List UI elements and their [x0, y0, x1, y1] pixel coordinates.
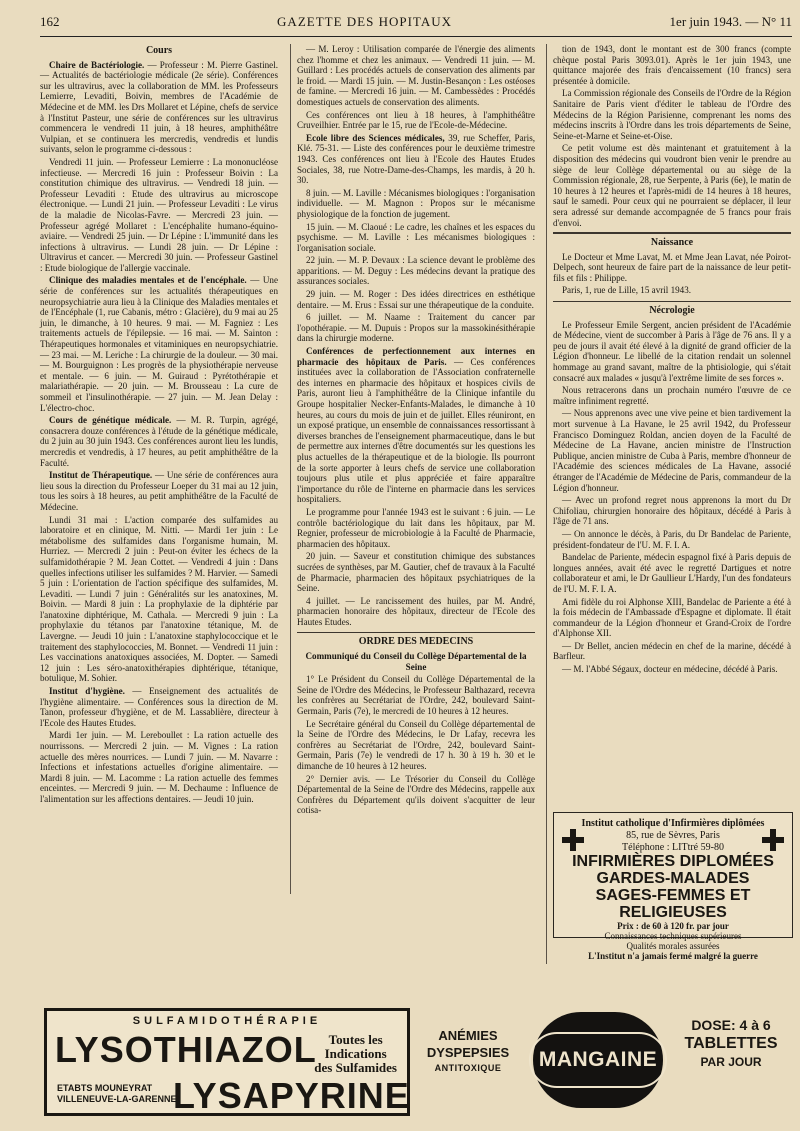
ad-big-line: INFIRMIÈRES DIPLOMÉES: [572, 853, 774, 870]
ad-line: 85, rue de Sèvres, Paris: [626, 830, 720, 841]
paragraph: Le programme pour l'année 1943 est le suivant : 6 juin. — Le contrôle bactériologique du lait dans les hôpitaux, par M. Regnier, professeur de microbiologie à la Faculté de Pharmacie, pharmacien des hôpitaux.: [297, 506, 535, 549]
product-name: LYSAPYRINE: [173, 1075, 410, 1116]
paragraph: — Dr Bellet, ancien médecin en chef de la marine, décédé à Barfleur.: [553, 640, 791, 662]
ad-maker: [57, 1083, 177, 1105]
paragraph: Bandelac de Pariente, médecin espagnol fixé à Paris depuis de longues années, avait été avec le regretté Dartigues et notre collaborateur et ami, le Dr Gaullieur L'Hardy, l'un des fondateurs de l'U. M. F. I. A.: [553, 552, 791, 594]
paragraph: Paris, 1, rue de Lille, 15 avril 1943.: [562, 285, 692, 296]
paragraph: [40, 415, 278, 468]
paragraph: 22 juin. — M. P. Devaux : La science devant le problème des apparitions. — M. Deguy : Les médecins devant la pratique des assurances sociales.: [297, 255, 535, 287]
paragraph-lead: Ecole libre des Sciences médicales,: [306, 132, 445, 143]
paragraph: Nous retracerons dans un prochain numéro l'œuvre de ce maître infiniment regretté.: [553, 385, 791, 406]
paragraph-text: 39, rue Scheffer, Paris, Klé. 75-31. — Liste des conférences pour le deuxième trimestre 1943. Ces conférences ont lieu à l'Ecole des Hautes Etudes Sociales, 38, rue Notre-Dame-des-Champs, les mardis, à 20 h. 30.: [297, 132, 536, 186]
paragraph-lead: Institut d'hygiène.: [49, 686, 125, 697]
ad-line: DYSPEPSIES: [426, 1045, 510, 1060]
issue-date: 1er juin 1943. — N° 11: [669, 14, 792, 29]
paragraph: Le Secrétaire général du Conseil du Collège départemental de la Seine de l'Ordre des Médecins, le Dr Lafay, recevra les confrères au Secrétariat de l'Ordre, 242, boulevard Saint-Germain, Paris (7e) le vendredi de 17 h. 30 à 19 h. 30 et le dimanche de 10 heures à 12 heures.: [297, 718, 535, 771]
column-divider: [290, 44, 291, 894]
section-heading: ORDRE DES MEDECINS: [358, 636, 474, 648]
paragraph: [297, 133, 535, 186]
section-heading: Cours: [145, 45, 173, 56]
ad-line: PAR JOUR: [700, 1055, 762, 1069]
paragraph: 4 juillet. — Le rancissement des huiles, par M. André, pharmacien honoraire des hôpitaux, directeur de l'Ecole des Hautes Etudes.: [297, 595, 535, 627]
paragraph: Vendredi 11 juin. — Professeur Lemierre : La mononucléose infectieuse. — Mercredi 16 juin : Professeur Boivin : La constitution chimique des ultravirus. — Vendredi 18 juin. — Professeur Levaditi : Etude des ultravirus au microscope électronique. — Lundi 21 juin. — Professeur Levaditi : Le virus de la maladie de Nicolas-Favre. — Mercredi 23 juin. — Professeur agrégé Mollaret : L'encéphalite humano-équino-aviaire. — Vendredi 25 juin. — Dr Lépine : L'immunité dans les infections à ultravirus. — Lundi 28 juin. — Dr Lépine : Ultravirus et cancer. — Mercredi 30 juin. — Professeur Gastinel : Etude biologique de l'allergie vaccinale.: [40, 156, 278, 273]
column-divider: [546, 44, 547, 964]
ad-line: TABLETTES: [684, 1035, 778, 1052]
paragraph: 6 juillet. — M. Naame : Traitement du cancer par l'opothérapie. — M. Dupuis : Propos sur la massokinésithérapie dans la chirurgie moderne.: [297, 312, 535, 344]
paragraph-text: — Une série de conférences sur les actualités thérapeutiques en neuropsychiatrie aura lieu à la Clinique des Maladies mentales et de l'Encéphale (1, rue Cabanis, métro : Glacière), du 9 mai au 25 juin, le dimanche, à 10 heures. 9 mai. — M. Fagniez : Les traitements actuels de l'épilepsie. — 16 mai. — M. Sainton : Thérapeutiques hormonales et vitaminiques en neuropsychiatrie. — 23 mai. — M. Leriche : La chirurgie de la douleur. — 30 mai. — M. Bourguignon : Les progrès de la physiothérapie nerveuse et mentale. — 6 juin. — M. Guiraud : Pyrétothérapie et malariathérapie. — 20 juin. — M. Brousseau : La cure de sommeil et l'insulinothérapie. — 27 juin. — M. Jean Delay : L'électro-choc.: [40, 275, 278, 413]
ad-indications: [314, 1033, 397, 1075]
product-name: LYSOTHIAZOL: [55, 1029, 317, 1070]
ad-price: Prix : de 60 à 120 fr. par jour: [617, 921, 729, 931]
column-2: [297, 44, 535, 889]
cross-icon: [562, 829, 584, 851]
ad-line: ANTITOXIQUE: [434, 1063, 502, 1073]
ad-line: Indications: [324, 1046, 387, 1061]
paragraph-text: — Une série de conférences aura lieu sous la direction du Professeur Loeper du 31 mai au 12 juin, tous les soirs à 18 heures, au petit amphithéâtre de la Faculté de Médecine.: [40, 470, 279, 512]
ad-big-line: GARDES-MALADES: [596, 870, 750, 887]
ad-heading: SULFAMIDOTHÉRAPIE: [132, 1015, 322, 1027]
paragraph: tion de 1943, dont le montant est de 300 francs (compte chèque postal Paris 3093.01). Après le 1er juin 1943, une quittance majorée des frais d'encaissement (10 francs) sera présentée à domicile.: [553, 44, 791, 86]
cross-icon: [762, 829, 784, 851]
paragraph: Ami fidèle du roi Alphonse XIII, Bandelac de Pariente a été à la fois médecin de l'Ambassade d'Espagne et diplomate. Il était commandeur de la Légion d'honneur et Grand-Croix de l'ordre d'Alphonse XII.: [553, 596, 791, 639]
paragraph: Lundi 31 mai : L'action comparée des sulfamides au laboratoire et en clinique, M. Nitti. — Mardi 1er juin : Le métabolisme des sulfamides dans l'organisme humain, M. Hurriez. — Mercredi 2 juin : Peut-on éviter les échecs de la sulfamidothérapie ? M. Jean Cottet. — Vendredi 4 juin : Dans quelles infections utiliser les sulfamides ? M. Harvier. — Samedi 5 juin : L'orientation de l'action spécifique des sulfamides, M. Levaditi. — Lundi 7 juin : Généralités sur les anatoxines, M. Boivin. — Mardi 8 juin : La prophylaxie de la diphtérie par l'anatoxine diphtérique, M. Cathala. — Mercredi 9 juin : La prophylaxie du tétanos par l'anatoxine tétanique, M. de Lavergne. — Jeudi 10 juin : L'anatoxine staphylococcique et le traitement des staphylococcies, M. Bonnet. — Vendredi 11 juin : Les vaccinations anatoxiques associées, M. Dopter. — Samedi 12 juin : Les séro-anatoxithérapies diphtérique, tétanique, botulique, M. Sohier.: [40, 514, 278, 684]
paragraph: Ces conférences ont lieu à 18 heures, à l'amphithéâtre Cruveilhier. Entrée par le 15, rue de l'Ecole-de-Médecine.: [297, 109, 535, 131]
paragraph: 1° Le Président du Conseil du Collège Départemental de la Seine de l'Ordre des Médecins, le Professeur Balthazard, recevra les confrères au Secrétariat de l'Ordre, 242, boulevard Saint-Germain, Paris (7e), le mercredi de 10 heures à 12 heures.: [297, 674, 535, 717]
paragraph: Le Docteur et Mme Lavat, M. et Mme Jean Lavat, née Poirot-Delpech, sont heureux de faire part de la naissance de leur petit-fils et fils : Philippe.: [553, 251, 791, 283]
ad-line: ETABTS MOUNEYRAT: [57, 1083, 153, 1093]
lysothiazol-ad: [44, 1008, 410, 1116]
paragraph: Ce petit volume est dès maintenant et gratuitement à la disposition des médecins qui voudront bien venir le prendre au siège de leur Collège départemental ou au siège de la Commission régionale, 28, rue Serpente, à Paris (6e), le matin de 10 heures à 12 heures et l'après-midi de 14 heures à 18 heures, sauf le samedi. Pour ceux qui ne pourraient se déplacer, il leur sera adressé sur demande accompagnée de 5 francs pour frais d'envoi.: [553, 143, 791, 228]
paragraph: [40, 686, 278, 728]
paragraph: 29 juin. — M. Roger : Des idées directrices en esthétique dentaire. — M. Erus : Essai sur une thérapeutique de la conduite.: [297, 289, 535, 310]
anemies-ad: [416, 1010, 520, 1110]
paragraph: Le Professeur Emile Sergent, ancien président de l'Académie de Médecine, vient de succomber à Paris à l'âge de 76 ans. Il y a peu de jours il avait été élevé à la dignité de grand officier de la Légion d'honneur. Le libellé de la citation rendait un solennel hommage au grand savant, maître de la phtisiologie, qui s'était consacré aux malades « jusqu'à l'extrême limite de ses forces ».: [553, 319, 791, 383]
paragraph: 20 juin. — Saveur et constitution chimique des substances sucrées de synthèses, par M. Gautier, chef de travaux à la Faculté de Pharmacie, pharmacien des hôpitaux psychiatriques de la Seine.: [297, 551, 535, 594]
ad-line: L'Institut n'a jamais fermé malgré la guerre: [588, 951, 758, 961]
paragraph-lead: Cours de génétique médicale.: [49, 415, 172, 426]
paragraph-text: — Professeur : M. Pierre Gastinel. — Actualités de bactériologie médicale (2e série). Conférences sur les ultravirus, avec la collaboration de MM. les Professeurs Lemierre, Levaditi, Boivin, membres de l'Académie de Médecine et de MM. les Drs Mollaret et Lépine, chefs de service à l'Institut Pasteur, une série de conférences sur les ultravirus commencera le vendredi 11 juin, à 18 heures, amphithéâtre Vulpian, et se continuera les mercredis, vendredis et lundis suivants, selon le programme ci-dessous :: [40, 59, 278, 155]
column-3: [553, 44, 791, 675]
section-heading: Naissance: [650, 237, 694, 249]
page-number: 162: [40, 14, 60, 29]
ad-line: Connaissances techniques supérieures: [604, 931, 742, 941]
header-rule: [40, 36, 792, 37]
section-rule: [297, 632, 535, 633]
paragraph: [40, 60, 278, 155]
ad-line: Toutes les: [328, 1032, 383, 1047]
paragraph-text: — Ces conférences instituées avec la collaboration de l'Association confraternelle des internes en pharmacie des hôpitaux et hospices civils de Paris, auront lieu à l'amphithéâtre de la Clinique infantile du Groupe hospitalier Necker-Enfants-Malades, le dimanche à 10 heures, au cours du mois de juin et de juillet. Elles réuniront, en un exposé pratique, un ensemble de connaissances ressortissant à diverses branches de l'enseignement pharmaceutique, dans le but de permettre aux internes d'être documentés sur les questions les plus actuelles de la thérapeutique et de la biologie. Ils pourront de la sorte apporter à leurs chefs de service une collaboration toujours plus utile et plus appréciée et faire apparaître l'importance du rôle de l'interne en pharmacie dans les services hospitaliers.: [297, 356, 535, 505]
paragraph: 2° Dernier avis. — Le Trésorier du Conseil du Collège Départemental de la Seine de l'Ordre des Médecins, rappelle aux Confrères du Département qu'ils doivent s'acquitter de leur cotisa-: [297, 773, 535, 816]
paragraph: — M. Leroy : Utilisation comparée de l'énergie des aliments chez l'homme et chez les animaux. — Vendredi 11 juin. — M. Guillard : Les procédés actuels de conservation des aliments par le froid. — Mardi 15 juin. — M. Justin-Besançon : Les ostéoses de famine. — Mercredi 16 juin. — M. Cambessèdes : Procédés domestiques actuels de conservation des aliments.: [297, 44, 535, 107]
paragraph: — Nous apprenons avec une vive peine et bien tardivement la mort survenue à La Havane, le 25 avril 1942, du Professeur Francisco Dominguez Roldan, ancien doyen de la Faculté de Médecine de La Havane, ancien ministre de l'Instruction Publique, ancien ministre de Cuba à Paris, membre d'honneur de l'Académie des sciences médicales de La Havane, associé étranger de l'Académie de Médecine de Paris, commandeur de la Légion d'honneur.: [553, 408, 791, 493]
journal-title: GAZETTE DES HOPITAUX: [277, 14, 452, 29]
paragraph: [40, 275, 278, 413]
column-1: [40, 44, 278, 889]
paragraph: [297, 346, 535, 505]
paragraph-lead: Institut de Thérapeutique.: [49, 470, 153, 481]
product-name: MANGAINE: [529, 1032, 667, 1088]
paragraph-text: — M. R. Turpin, agrégé, consacrera douze conférences à l'étude de la génétique médicale, du 2 juin au 30 juin 1943. Ces conférences auront lieu les lundis, mercredis et vendredis, à 17 heures, au petit amphithéâtre de la Faculté.: [40, 415, 278, 468]
institut-infirmieres-ad: [553, 812, 793, 961]
paragraph: 15 juin. — M. Claoué : Le cadre, les chaînes et les espaces du psychisme. — M. Laville : Les mécanismes biologiques : l'organisation sociale.: [297, 221, 535, 253]
paragraph: 8 juin. — M. Laville : Mécanismes biologiques : l'organisation individuelle. — M. Magnon : Propos sur le mécanisme physiologique de la fonction de jugement.: [297, 187, 535, 219]
section-subheading: Communiqué du Conseil du Collège Départemental de la Seine: [305, 651, 527, 672]
ad-line: Institut catholique d'Infirmières diplômées: [581, 818, 765, 829]
paragraph: Mardi 1er juin. — M. Lereboullet : La ration actuelle des nourrissons. — Mercredi 2 juin. — M. Vignes : La ration actuelle des mères nourrices. — Lundi 7 juin. — M. Navarre : Infections et infestations actuelles d'origine alimentaire. — Mardi 8 juin. — M. Lacomme : La ration actuelle des femmes enceintes. — Mercredi 9 juin. — M. Dechaume : Influence de l'alimentation sur les affections dentaires. — Jeudi 10 juin.: [40, 730, 278, 804]
paragraph: — M. l'Abbé Ségaux, docteur en médecine, décédé à Paris.: [562, 664, 778, 675]
ad-line: DOSE: 4 à 6: [691, 1017, 771, 1033]
paragraph: — On annonce le décès, à Paris, du Dr Bandelac de Pariente, président-fondateur de l'U. M. F. I. A.: [553, 528, 791, 550]
paragraph: La Commission régionale des Conseils de l'Ordre de la Région Sanitaire de Paris vient d'éditer le tableau de l'Ordre des Médecins de la Région Parisienne, comprenant les noms des médecins inscrits à l'Ordre dans les trois départements de Seine, Seine-et-Marne et Seine-et-Oise.: [553, 88, 791, 141]
ad-line: VILLENEUVE-LA-GARENNE: [57, 1094, 177, 1104]
paragraph-lead: Clinique des maladies mentales et de l'encéphale.: [49, 275, 247, 286]
paragraph: [40, 470, 278, 512]
section-heading: Nécrologie: [649, 305, 695, 317]
paragraph: — Avec un profond regret nous apprenons la mort du Dr Chifoliau, chirurgien honoraire des hôpitaux, décédé à Paris à l'âge de 71 ans.: [553, 495, 791, 527]
paragraph-lead: Conférences de perfectionnement aux internes en pharmacie des hôpitaux de Paris.: [297, 346, 535, 367]
paragraph-text: — Enseignement des actualités de l'hygiène alimentaire. — Conférences sous la direction de M. Tanon, professeur d'hygiène, et de M. Lassablière, directeur à l'Ecole des Hautes Etudes.: [40, 686, 278, 728]
section-rule: [553, 232, 791, 234]
ad-line: ANÉMIES: [438, 1028, 498, 1043]
page-header: [40, 14, 792, 36]
dosage-ad: [672, 1012, 790, 1108]
mangaine-ad: [533, 1012, 663, 1108]
ad-line: des Sulfamides: [314, 1060, 397, 1075]
ad-line: Téléphone : LITtré 59-80: [622, 842, 724, 853]
paragraph-lead: Chaire de Bactériologie.: [49, 59, 145, 70]
ad-line: Qualités morales assurées: [626, 941, 720, 951]
ad-big-line: SAGES-FEMMES ET RELIGIEUSES: [595, 887, 751, 921]
section-rule: [553, 301, 791, 302]
